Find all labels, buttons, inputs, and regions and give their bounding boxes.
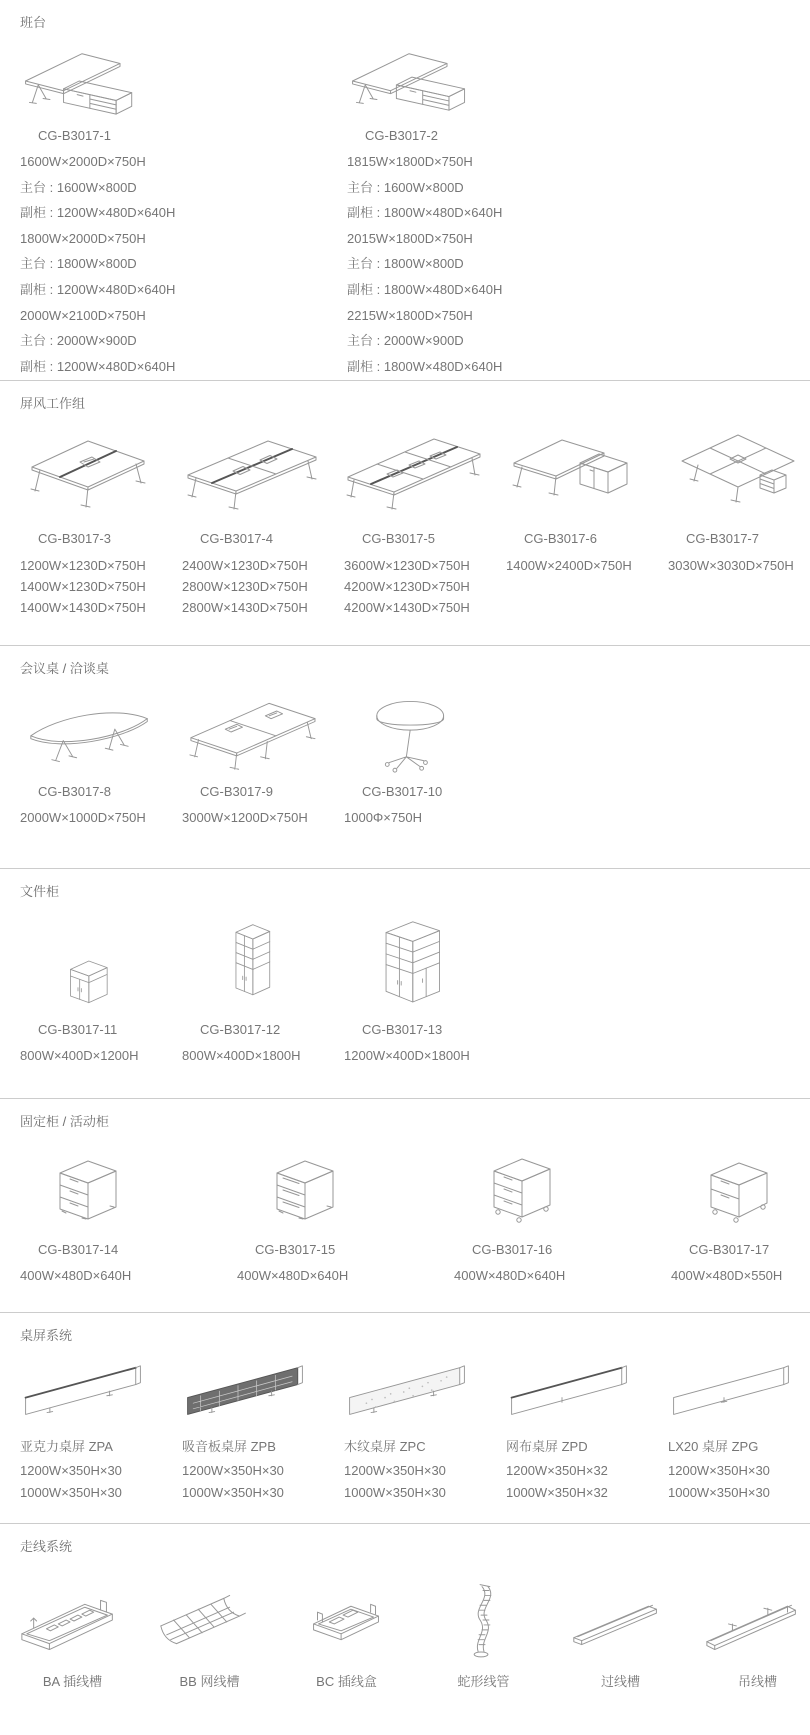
section-title: 文件柜	[20, 884, 60, 899]
product-item	[20, 909, 182, 1066]
product-model: 过线槽	[600, 1674, 640, 1689]
product-item	[20, 1361, 182, 1504]
section-cable-management	[0, 1523, 810, 1735]
product-specs	[344, 555, 506, 618]
acrylic-desk-screen-illustration	[20, 1361, 182, 1419]
product-specs	[454, 1266, 671, 1286]
product-row	[4, 1568, 810, 1690]
product-specs	[182, 555, 344, 618]
product-spec: 3000W×1200D×750H	[182, 810, 308, 825]
bc-socket-cable-box-illustration	[287, 1568, 407, 1662]
product-specs	[344, 1460, 506, 1504]
product-specs	[668, 1460, 810, 1504]
product-spec: 1000Φ×750H	[344, 810, 422, 825]
cable-pass-channel-illustration	[561, 1568, 681, 1662]
product-item	[182, 1361, 344, 1504]
section-title: 走线系统	[20, 1539, 73, 1554]
product-item	[344, 423, 506, 618]
product-spec: 副柜 : 1200W×480D×640H	[20, 205, 176, 221]
product-item	[668, 423, 810, 576]
product-spec: 1200W×350H×30	[668, 1463, 770, 1478]
product-model: CG-B3017-13	[362, 1022, 443, 1037]
product-model: CG-B3017-4	[200, 531, 273, 546]
product-item	[20, 1139, 237, 1286]
product-spec: 主台 : 1800W×800D	[347, 256, 464, 272]
product-specs	[182, 808, 344, 828]
product-spec: 1200W×350H×30	[182, 1463, 284, 1478]
product-specs	[347, 149, 502, 379]
hanging-cable-channel-illustration	[698, 1568, 810, 1662]
product-spec: 1000W×350H×30	[20, 1485, 122, 1500]
product-spec: 3030W×3030D×750H	[668, 558, 794, 573]
product-model: 网布桌屏 ZPD	[506, 1439, 588, 1454]
boat-shape-conference-table-illustration	[20, 688, 182, 774]
product-spec: 400W×480D×640H	[454, 1268, 566, 1283]
section-pedestal-cabinets	[0, 1098, 810, 1312]
product-spec: 1000W×350H×30	[344, 1485, 446, 1500]
product-spec: 2015W×1800D×750H	[347, 230, 473, 246]
product-model: 吸音板桌屏 ZPB	[182, 1439, 276, 1454]
product-spec: 副柜 : 1800W×480D×640H	[347, 358, 503, 374]
product-spec: 1200W×400D×1800H	[344, 1048, 470, 1063]
product-model: CG-B3017-11	[38, 1022, 118, 1037]
product-spec: 2000W×1000D×750H	[20, 810, 146, 825]
product-model: BC 插线盒	[316, 1674, 377, 1689]
workstation-2-seat-illustration	[20, 423, 182, 521]
product-specs	[668, 555, 810, 576]
product-item	[506, 1361, 668, 1504]
lx20-desk-screen-illustration	[668, 1361, 810, 1419]
product-item	[20, 423, 182, 618]
product-specs	[237, 1266, 454, 1286]
product-item	[344, 688, 506, 828]
woodgrain-desk-screen-illustration	[344, 1361, 506, 1419]
product-model: CG-B3017-2	[365, 128, 438, 143]
product-model: 亚克力桌屏 ZPA	[20, 1439, 113, 1454]
product-spec: 1200W×350H×30	[344, 1463, 446, 1478]
product-model: CG-B3017-15	[255, 1242, 336, 1257]
product-spec: 800W×400D×1800H	[182, 1048, 301, 1063]
product-specs	[20, 1046, 182, 1066]
workstation-6-seat-illustration	[344, 423, 506, 521]
product-item	[415, 1568, 552, 1690]
product-model: 木纹桌屏 ZPC	[344, 1439, 426, 1454]
product-row	[20, 1361, 810, 1504]
product-item	[4, 1568, 141, 1690]
ba-socket-cable-tray-illustration	[13, 1568, 133, 1662]
product-model: CG-B3017-17	[689, 1242, 770, 1257]
product-spec: 1400W×1230D×750H	[20, 579, 146, 594]
product-spec: 3600W×1230D×750H	[344, 558, 470, 573]
mobile-pedestal-cabinet-2-drawer-illustration	[671, 1139, 810, 1231]
product-model: CG-B3017-10	[362, 784, 443, 799]
product-model: BA 插线槽	[42, 1674, 103, 1689]
product-model: CG-B3017-1	[38, 128, 111, 143]
product-spec: 副柜 : 1200W×480D×640H	[20, 358, 176, 374]
product-specs	[20, 808, 182, 828]
product-spec: 副柜 : 1800W×480D×640H	[347, 281, 503, 297]
product-row	[20, 688, 810, 828]
pedestal-cabinet-illustration	[20, 1139, 237, 1231]
product-model: BB 网线槽	[179, 1674, 240, 1689]
product-spec: 2400W×1230D×750H	[182, 558, 308, 573]
section-file-cabinets	[0, 868, 810, 1098]
product-spec: 2000W×2100D×750H	[20, 307, 146, 323]
product-item	[671, 1139, 810, 1286]
section-title: 会议桌 / 洽谈桌	[20, 661, 109, 676]
snake-cable-tube-illustration	[424, 1568, 544, 1662]
section-desk-screens	[0, 1312, 810, 1523]
section-title: 屏风工作组	[20, 396, 86, 411]
product-item	[552, 1568, 689, 1690]
workstation-cross-cluster-illustration	[668, 423, 810, 521]
product-spec: 2800W×1430D×750H	[182, 600, 308, 615]
product-spec: 副柜 : 1800W×480D×640H	[347, 205, 503, 221]
product-model: CG-B3017-9	[200, 784, 273, 799]
product-spec: 1815W×1800D×750H	[347, 154, 473, 169]
product-item	[20, 44, 347, 379]
product-spec: 400W×480D×640H	[20, 1268, 132, 1283]
product-model: CG-B3017-5	[362, 531, 435, 546]
product-spec: 1200W×350H×32	[506, 1463, 608, 1478]
tall-file-cabinet-illustration	[182, 909, 344, 1011]
product-model: CG-B3017-6	[524, 531, 597, 546]
product-specs	[506, 555, 668, 576]
product-specs	[344, 1046, 506, 1066]
acoustic-panel-desk-screen-illustration	[182, 1361, 344, 1419]
bb-wire-mesh-cable-tray-illustration	[150, 1568, 270, 1662]
product-spec: 1200W×1230D×750H	[20, 558, 146, 573]
workstation-with-side-cabinet-illustration	[506, 423, 668, 521]
product-spec: 1200W×350H×30	[20, 1463, 122, 1478]
product-spec: 2800W×1230D×750H	[182, 579, 308, 594]
product-item	[454, 1139, 671, 1286]
section-executive-desks	[0, 0, 810, 380]
rectangular-conference-table-illustration	[182, 688, 344, 774]
product-specs	[506, 1460, 668, 1504]
product-model: 蛇形线管	[457, 1674, 510, 1689]
product-spec: 400W×480D×550H	[671, 1268, 783, 1283]
product-row	[20, 909, 810, 1066]
product-item	[237, 1139, 454, 1286]
product-model: 吊线槽	[737, 1674, 777, 1689]
section-title: 固定柜 / 活动柜	[20, 1114, 109, 1129]
l-shaped-executive-desk-illustration	[347, 44, 502, 118]
product-spec: 1600W×2000D×750H	[20, 154, 146, 169]
pedestal-cabinet-illustration	[237, 1139, 454, 1231]
product-specs	[20, 1266, 237, 1286]
product-spec: 副柜 : 1200W×480D×640H	[20, 281, 176, 297]
section-title: 班台	[20, 15, 47, 30]
product-spec: 1400W×1430D×750H	[20, 600, 146, 615]
product-item	[689, 1568, 810, 1690]
product-model: CG-B3017-16	[472, 1242, 553, 1257]
product-item	[668, 1361, 810, 1504]
round-meeting-table-illustration	[344, 688, 506, 774]
workstation-4-seat-illustration	[182, 423, 344, 521]
product-row	[20, 423, 810, 618]
wide-tall-file-cabinet-illustration	[344, 909, 506, 1011]
mesh-fabric-desk-screen-illustration	[506, 1361, 668, 1419]
product-spec: 主台 : 1800W×800D	[20, 256, 137, 272]
section-screen-workstations	[0, 380, 810, 645]
product-specs	[20, 1460, 182, 1504]
product-spec: 4200W×1430D×750H	[344, 600, 470, 615]
product-specs	[344, 808, 506, 828]
product-specs	[182, 1046, 344, 1066]
product-model: CG-B3017-8	[38, 784, 111, 799]
product-item	[182, 688, 344, 828]
product-item	[141, 1568, 278, 1690]
product-spec: 400W×480D×640H	[237, 1268, 349, 1283]
product-item	[182, 423, 344, 618]
product-specs	[20, 555, 182, 618]
product-spec: 1800W×2000D×750H	[20, 230, 146, 246]
product-item	[182, 909, 344, 1066]
product-spec: 1000W×350H×32	[506, 1485, 608, 1500]
product-specs	[182, 1460, 344, 1504]
product-item	[506, 423, 668, 576]
section-title: 桌屏系统	[20, 1328, 73, 1343]
product-spec: 主台 : 1600W×800D	[347, 179, 464, 195]
product-spec: 1400W×2400D×750H	[506, 558, 632, 573]
product-specs	[20, 149, 347, 379]
product-item	[347, 44, 502, 379]
product-spec: 主台 : 2000W×900D	[20, 333, 137, 349]
mobile-pedestal-cabinet-illustration	[454, 1139, 671, 1231]
product-spec: 主台 : 1600W×800D	[20, 179, 137, 195]
product-spec: 2215W×1800D×750H	[347, 307, 473, 323]
product-spec: 1000W×350H×30	[668, 1485, 770, 1500]
product-model: CG-B3017-7	[686, 531, 759, 546]
l-shaped-executive-desk-illustration	[20, 44, 347, 118]
low-file-cabinet-illustration	[20, 909, 182, 1011]
product-model: CG-B3017-14	[38, 1242, 119, 1257]
product-item	[278, 1568, 415, 1690]
product-item	[344, 1361, 506, 1504]
product-model: CG-B3017-3	[38, 531, 111, 546]
product-spec: 4200W×1230D×750H	[344, 579, 470, 594]
product-row	[20, 1139, 810, 1286]
product-spec: 1000W×350H×30	[182, 1485, 284, 1500]
product-spec: 主台 : 2000W×900D	[347, 333, 464, 349]
product-spec: 800W×400D×1200H	[20, 1048, 139, 1063]
product-row	[20, 44, 810, 379]
section-conference-tables	[0, 645, 810, 868]
product-model: CG-B3017-12	[200, 1022, 281, 1037]
product-item	[20, 688, 182, 828]
product-item	[344, 909, 506, 1066]
product-specs	[671, 1266, 810, 1286]
product-model: LX20 桌屏 ZPG	[668, 1439, 759, 1454]
